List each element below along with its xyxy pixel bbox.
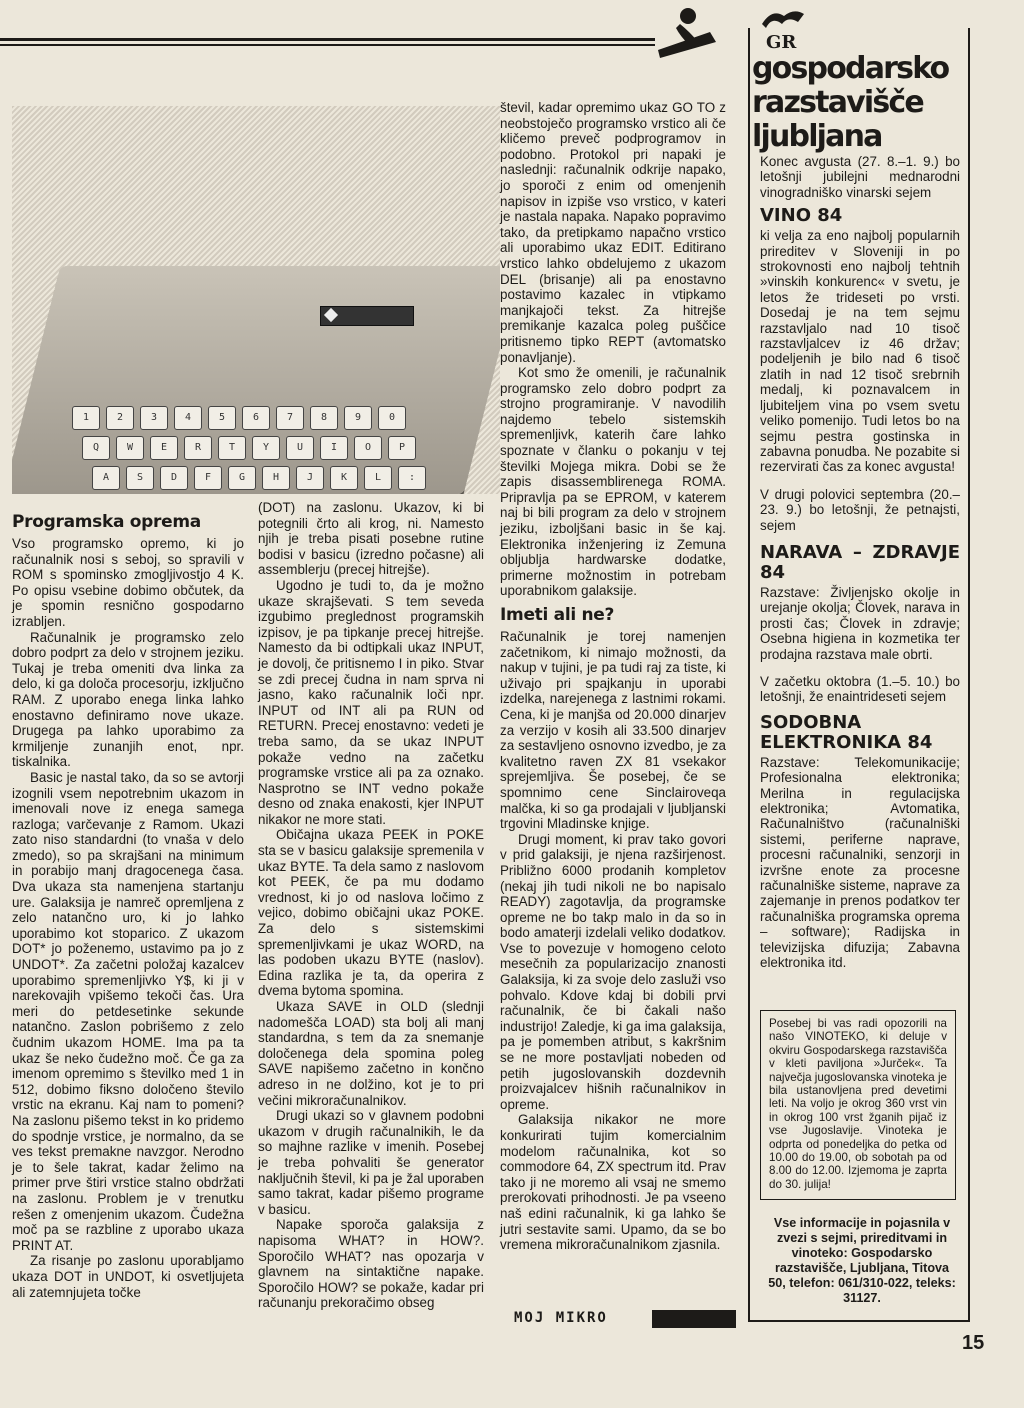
keyboard-key: 4 bbox=[174, 406, 202, 430]
keyboard-key: O bbox=[354, 436, 382, 460]
keyboard-key: I bbox=[320, 436, 348, 460]
keyboard-key: 9 bbox=[344, 406, 372, 430]
magazine-footer-tag: MOJ MIKRO bbox=[514, 1310, 608, 1326]
paragraph: Običajna ukaza PEEK in POKE sta se v basicu galaksije spremenila v ukaz BYTE. Ta dela samo z naslovom kot PEEK, če pa mu dodamo vrednost, ki jo od naslova ločimo z vejico, dobimo običajni ukaz POKE. Za delo s sistemskimi spremenljivkami je ukaz WORD, na las podoben ukazu BYTE (naslov). Edina razlika je ta, da operira z dvema bytoma spomina. bbox=[258, 827, 484, 999]
keyboard-key: 3 bbox=[140, 406, 168, 430]
paragraph: Drugi moment, ki prav tako govori v prid galaksiji, je njena razširjenost. Približno 6000 prodanih kompletov (nekaj jih tudi nikoli ne bo napisalo READY) zagotavlja, da programske opreme ne bo takp malo in da so in bodo amaterji izdelali veliko dodatkov. Vse to povezuje v homogeno celoto mesečnih za popularizacijo znanosti Galaksija, ki za svoje delo zasluži vso pohvalo. Kdove kdaj bi dobili prvi računalnik, če bi čakali našo industrijo! Zaledje, ki ga ima galaksija, pa je pomemben atribut, s kakršnim se ne more postavljati nobeden od petih jugoslovanskih dozdevnih proizvajalcev hišnih računalnikov in opreme. bbox=[500, 831, 726, 1112]
fair-narava-heading: NARAVA – ZDRAVJE 84 bbox=[760, 541, 960, 583]
paragraph: Basic je nastal tako, da so se avtorji izognili vsem nepotrebnim ukazom in imenovali nove iz enega samega razloga; varčevanje z Ramom. Ukazi zato niso standardni (to vnaša v delo zmedo), so pa skrajšani na minimum in porabijo manj dragocenega časa. Dva ukaza sta namenjena startanju ure. Galaksija je namreč opremljena z zelo natančno uro, ki jo lahko uporabimo kot stoparico. Z ukazom DOT* jo poženemo, ustavimo pa jo z UNDOT*. Za začetni položaj kazalcev uporabimo spremenljivko Y$, ki ji v narekovajih vpišemo tekoči čas. Ura meri do petdesetinke sekunde natančno. Zaslon pobrišemo z zelo čudnim ukazom HOME. Ima pa ta ukaz še neko čudežno moč. Če ga za imenom opremimo s številko med 1 in 512, dobimo fiksno določeno število vrstic na ekranu. Kaj nam to pomeni? Na zaslonu pišemo tekst in ko pridemo do spodnje vrstice, je normalno, da se ves tekst premakne navzgor. Nerodno je to šele takrat, kadar želimo na primer prve štiri vrstice stalno obdržati na zaslonu. Problem je v trenutku rešen z omenjenim ukazom. Čudežna moč pa se razbline z uporabo ukaza PRINT AT. bbox=[12, 769, 244, 1253]
keyboard-key: H bbox=[262, 466, 290, 490]
paragraph: Ugodno je tudi to, da je možno ukaze skrajševati. S tem seveda izgubimo preglednost programskih izpisov, je pa tipkanje precej hitrejše. Namesto da bi odtipkali ukaz INPUT, je dovolj, če pritisnemo I in piko. Stvar se zdi precej čudna in nam sprva ni jasno, kako računalnik loči npr. INPUT od INT ali pa RUN od RETURN. Precej enostavno: vedeti je treba samo, da se ukaz INPUT pokaže vedno na začetku programske vrstice ali pa za oznako. Nasprotno se INT vedno pokaže desno od znaka enakosti, kjer INPUT nikakor ne more stati. bbox=[258, 577, 484, 827]
keyboard-key: U bbox=[286, 436, 314, 460]
paragraph: števil, kadar opremimo ukaz GO TO z neobstoječo programsko vrstico ali če kličemo preveč podprogramov in podobno. Protokol pri napaki je naslednji: računalnik odkrije napako, jo sporoči z enim od omenjenih napisov in izpiše vso vrstico, v kateri je nastala napaka. Napako popravimo tako, da pretipkamo napačno vrstico ali uporabimo ukaz EDIT. Editirano vrstico lahko obdelujemo z ukazom DEL (brisanje) ali pa enostavno postavimo kazalec in vtipkamo manjkajoči tekst. Za hitrejše premikanje kazalca poleg puščice pritisnemo tipko REPT (avtomatsko ponavljanje). bbox=[500, 100, 726, 365]
keyboard-row bbox=[92, 466, 452, 490]
keyboard-key: 6 bbox=[242, 406, 270, 430]
narava-text: Razstave: Življenjsko okolje in urejanje okolja; Človek, narava in prosti čas; Človek in zdravje; Osebna higiena in kozmetika ter prodajna razstava male obrti. bbox=[760, 584, 960, 662]
sodobna-intro: V začetku oktobra (1.–5. 10.) bo letošnji, že enaintrideseti sejem bbox=[760, 673, 960, 705]
column-1-text bbox=[12, 536, 244, 1300]
computer-photo bbox=[12, 106, 500, 494]
vinoteka-notice: Posebej bi vas radi opozorili na našo VINOTEKO, ki deluje v okviru Gospodarskega razstavišča v kleti paviljona »Jurček«. Ta največja jugoslovanska vinoteka je bila ustanovljena pred devetimi leti. Na voljo je okrog 360 vrst vin in okrog 100 vrst žganih pijač iz vse Jugoslavije. Vinoteka je odprta od ponedeljka do petka od 10.00 do 19.00, ob sobotah pa od 8.00 do 12.00. Izjemoma je zaprta do 30. julija! bbox=[760, 1010, 956, 1200]
artist-figure-icon bbox=[650, 2, 722, 74]
keyboard-key: E bbox=[150, 436, 178, 460]
article-column-1 bbox=[12, 510, 244, 1300]
keyboard-row bbox=[72, 406, 452, 430]
heading-imeti-ali-ne: Imeti ali ne? bbox=[500, 605, 615, 625]
heading-programska-oprema: Programska oprema bbox=[12, 512, 201, 532]
keyboard-key: T bbox=[218, 436, 246, 460]
fair-vino-heading: VINO 84 bbox=[760, 205, 843, 227]
gr-logo-icon: GR bbox=[758, 6, 808, 56]
keyboard-key: W bbox=[116, 436, 144, 460]
paragraph: Računalnik je programsko zelo dobro podprt za delo v strojnem jeziku. Tukaj je treba omeniti dva linka za delo, ki ga določa procesorju, izključno RAM. Z uporabo enega linka lahko enostavno definiramo nove ukaze. Drugega pa lahko uporabimo za krmiljenje zunanjih enot, npr. tiskalnika. bbox=[12, 629, 244, 770]
keyboard-key: 7 bbox=[276, 406, 304, 430]
vino-text: ki velja za eno najbolj popularnih prireditev v Sloveniji in po strokovnosti eno najbolj tehtnih »vinskih konkurenc« v svetu, je letos že trideseti po vrsti. Dosedaj je na tem sejmu razstavljalo nad 10 tisoč razstavljalcev iz 46 držav; podeljenih je bilo nad 6 tisoč zlatih in nad 12 tisoč srebrnih medalj, ki poznavalcem in ljubiteljem vina po vsem svetu veliko pomenijo. Tudi letos bo na sejmu pestra gostinska in zabavna ponudba. Ne pozabite si rezervirati čas za konec avgusta! bbox=[760, 228, 960, 475]
keyboard-key: A bbox=[92, 466, 120, 490]
keyboard-key: G bbox=[228, 466, 256, 490]
keyboard-key: 0 bbox=[378, 406, 406, 430]
keyboard-key: : bbox=[398, 466, 426, 490]
fair-sodobna-heading: SODOBNA ELEKTRONIKA 84 bbox=[760, 711, 933, 753]
paragraph: Galaksija nikakor ne more konkurirati tujim komercialnim modelom računalnika, kot so commodore 64, ZX spectrum itd. Prav tako ji ne moremo ali vsaj ne smemo prerokovati prihodnosti. Je pa vseeno naš edini računalnik, ki ga lahko še jutri sestavite sami. Upamo, da se bo vremena mikroračunalnikom zjasnila. bbox=[500, 1112, 726, 1253]
sodobna-text: Razstave: Telekomunikacije; Profesionalna elektronika; Merilna in regulacijska elektronika; Avtomatika, Računalništvo (računalniški sistemi, periferne naprave, procesni računalniki, senzorji in izvršne enote za procesne računalniške sisteme, naprave za zajemanje in prenos podatkov ter računalniška programska oprema – software); Radijska in televizijska difuzija; Zabavna elektronika itd. bbox=[760, 754, 960, 971]
article-column-3 bbox=[500, 100, 726, 1253]
keyboard-key: F bbox=[194, 466, 222, 490]
keyboard-key: R bbox=[184, 436, 212, 460]
paragraph: Vso programsko opremo, ki jo računalnik nosi s seboj, so spravili v ROM s spominsko zmogljivostjo 4 K. Po opisu vsebine dobimo občutek, da je spomin resnično gospodarno izrabljen. bbox=[12, 536, 244, 629]
keyboard-key: L bbox=[364, 466, 392, 490]
brand-name: gospodarsko razstavišče ljubljana bbox=[752, 51, 949, 154]
computer-badge bbox=[320, 306, 414, 326]
keyboard bbox=[72, 406, 452, 494]
keyboard-key: 2 bbox=[106, 406, 134, 430]
paragraph: Kot smo že omenili, je računalnik programsko zelo dobro podprt za strojno programiranje. V navodilih najdemo tebelo sistemskih spremenljivk, katerih čare lahko spoznate v članku o pokanju v tej številki Mojega mikra. Dobi se že zapis disassemblirenega ROMA. Pripravlja pa se EPROM, v katerem naj bi bili program za delo v strojnem jeziku, izboljšani basic in še kaj. Elektronika inženjering iz Zemuna obljublja hardwarske dodatke, primerne možnostim in potrebam uporabnikom galaksije. bbox=[500, 365, 726, 599]
contact-info: Vse informacije in pojasnila v zvezi s sejmi, prireditvami in vinoteko: Gospodarsko razstavišče, Ljubljana, Titova 50, telefon: 061/310-022, teleks: 31127. bbox=[768, 1216, 956, 1305]
keyboard-key: Q bbox=[82, 436, 110, 460]
column-2-text bbox=[258, 500, 484, 1311]
keyboard-key: D bbox=[160, 466, 188, 490]
column-3-text-a bbox=[500, 100, 726, 599]
keyboard-key: S bbox=[126, 466, 154, 490]
paragraph: Napake sporoča galaksija z napisoma WHAT? in HOW?. Sporočilo WHAT? nas opozarja v glavnem na sintaktične napake. Sporočilo HOW? se pokaže, kadar pri računanju prekoračimo obseg bbox=[258, 1217, 484, 1311]
paragraph: Drugi ukazi so v glavnem podobni ukazom v drugih računalnikih, le da so majhne razlike v imenih. Posebej je treba pohvaliti še generator naključnih števil, ki pa je žal uporaben samo takrat, kadar pišemo programe v basicu. bbox=[258, 1108, 484, 1217]
paragraph: Ukaza SAVE in OLD (slednji nadomešča LOAD) sta bolj ali manj standardna, s tem da za snemanje določenega dela spomina poleg SAVE napišemo začetno in končno adreso in ne dolžino, kot je to pri večini mikroračunalnikov. bbox=[258, 999, 484, 1108]
page-number: 15 bbox=[962, 1332, 985, 1354]
vino-intro: Konec avgusta (27. 8.–1. 9.) bo letošnji jubilejni mednarodni vinogradniško vinarski sejem bbox=[760, 154, 960, 200]
footer-stripe bbox=[652, 1310, 736, 1328]
column-3-text-b bbox=[500, 629, 726, 1253]
top-rule-thin bbox=[0, 44, 655, 46]
article-column-2 bbox=[258, 500, 484, 1311]
keyboard-key: 1 bbox=[72, 406, 100, 430]
sidebar-text bbox=[760, 154, 960, 970]
paragraph: Za risanje po zaslonu uporabljamo ukaza DOT in UNDOT, ki osvetljujeta ali zatemnjujeta točke bbox=[12, 1253, 244, 1300]
keyboard-row bbox=[82, 436, 452, 460]
keyboard-key: 8 bbox=[310, 406, 338, 430]
keyboard-key: 5 bbox=[208, 406, 236, 430]
keyboard-key: Y bbox=[252, 436, 280, 460]
keyboard-key: K bbox=[330, 466, 358, 490]
top-rule bbox=[0, 38, 655, 41]
paragraph: (DOT) na zaslonu. Ukazov, ki bi potegnili črto ali krog, ni. Namesto njih je treba pisati posebne rutine bodisi v basicu (izredno počasne) ali assemblerju (precej hitrejše). bbox=[258, 500, 484, 578]
paragraph: Računalnik je torej namenjen začetnikom, ki nimajo možnosti, da nakup v tujini, je pa tudi raj za tiste, ki uživajo pri spajkanju in uporabi izdelka, narejenega z lastnimi rokami. Cena, ki je manjša od 20.000 dinarjev za verzijo v kosih ali 33.500 dinarjev za sestavljeno osnovno izvedbo, je za kvalitetno raven ZX 81 vsekakor sprejemljiva. Še posebej, če se spomnimo cene Sinclairoveqa malčka, ki so ga prodajali v ljubljanski trgovini Mladinske knjige. bbox=[500, 629, 726, 832]
keyboard-key: P bbox=[388, 436, 416, 460]
narava-intro: V drugi polovici septembra (20.–23. 9.) bo letošnji, že petnajsti, sejem bbox=[760, 486, 960, 533]
keyboard-key: J bbox=[296, 466, 324, 490]
